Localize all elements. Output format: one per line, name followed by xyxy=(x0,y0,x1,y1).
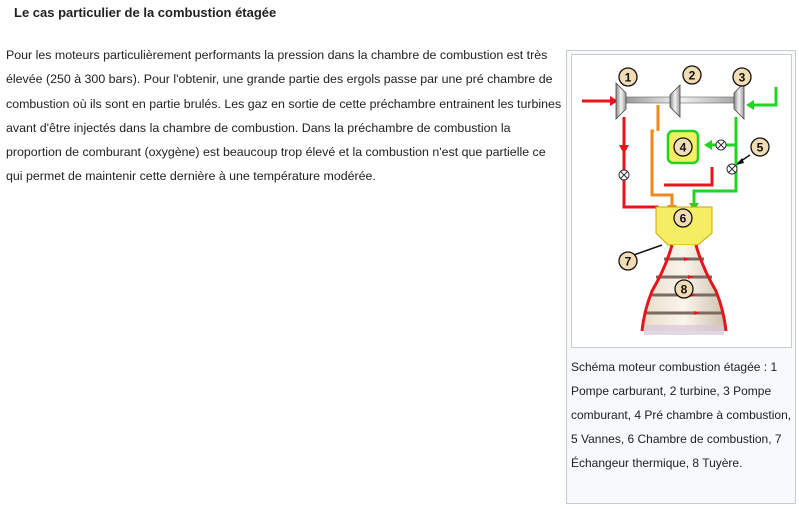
section-heading: Le cas particulier de la combustion étagée xyxy=(14,5,277,20)
label-1-text: 1 xyxy=(624,70,632,85)
label-5-text: 5 xyxy=(756,140,764,155)
section-paragraph: Pour les moteurs particulièrement performants la pression dans la chambre de combustion est très élevée (250 à 300 bars). Pour l'obtenir, une grande partie des ergols passe par une pré chambre de combustion où ils sont en partie brulés. Les gaz en sortie de cette préchambre entrainent les turbines avant d'être injectés dans la chambre de combustion. Dans la préchambre de combustion la proportion de comburant (oxygène) est beaucoup trop élevé et la combustion n'est que partielle ce qui permet de maintenir cette dernière à une température modérée. xyxy=(6,48,562,184)
oxidizer-arrow xyxy=(746,100,754,110)
figure-thumbnail xyxy=(566,50,796,504)
oxidizer-valve-icon xyxy=(716,140,726,150)
label-8 xyxy=(675,280,693,298)
label-5 xyxy=(751,138,769,156)
oxidizer-line-down xyxy=(694,117,736,203)
staged-combustion-diagram xyxy=(572,55,791,347)
label-4-text: 4 xyxy=(679,140,687,155)
turbine-rotor xyxy=(670,85,680,117)
oxidizer-pump-rotor xyxy=(734,83,744,119)
oxidizer-arrow xyxy=(704,140,712,150)
fuel-pump-rotor xyxy=(616,83,626,119)
nozzle-exit xyxy=(644,325,724,335)
oxidizer-valve-icon xyxy=(727,164,737,174)
label-6 xyxy=(674,209,692,227)
label-3 xyxy=(733,68,751,86)
label-7-text: 7 xyxy=(624,254,632,269)
label-4 xyxy=(674,138,692,156)
label-8-text: 8 xyxy=(680,282,688,297)
fuel-valve-icon xyxy=(619,170,629,180)
fuel-cooling-line xyxy=(664,167,712,185)
label-7 xyxy=(619,252,637,270)
label-1 xyxy=(619,68,637,86)
label-2-text: 2 xyxy=(688,68,696,83)
fuel-arrow xyxy=(619,145,629,154)
label-2 xyxy=(683,66,701,84)
label-6-text: 6 xyxy=(679,211,687,226)
label-3-text: 3 xyxy=(738,70,746,85)
figure-caption: Schéma moteur combustion étagée : 1 Pompe carburant, 2 turbine, 3 Pompe comburant, 4 Pré chambre à combustion, 5 Vannes, 6 Chambre de combustion, 7 Échangeur thermique, 8 Tuyère. xyxy=(571,360,792,470)
figure-image-frame[interactable] xyxy=(571,54,792,348)
